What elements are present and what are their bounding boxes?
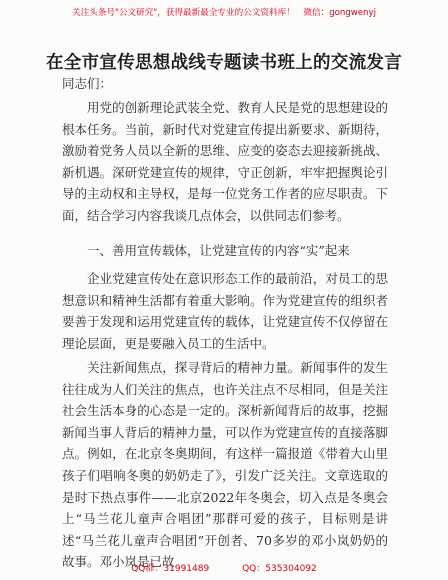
qq-group-2: QQ：535304092 — [242, 564, 317, 574]
intro-paragraph: 用党的创新理论武装全党、教育人民是党的思想建设的根本任务。当前，新时代对党建宣传提出新要求、新期待，激励着党务人员以全新的思维、应变的姿态去迎接新挑战、新机遇。深研党建宣传的规律，守正创新，牢牢把握舆论引导的主动权和主导权，是每一位党务工作者的应尽职责。下面，结合学习内容我谈几点体会，以供同志们参考。 — [62, 100, 388, 223]
section-heading: 一、善用宣传载体，让党建宣传的内容“实”起来 — [87, 243, 350, 258]
section1-paragraph: 企业党建宣传处在意识形态工作的最前沿，对员工的思想意识和精神生活都有着重大影响。作为党建宣传的组织者要善于发现和运用党建宣传的载体，让党建宣传不仅停留在理论层面，更是要融入员工的生活中。 — [62, 271, 388, 351]
footer-contact — [0, 560, 448, 580]
salutation: 同志们： — [62, 76, 113, 91]
news-paragraph: 关注新闻焦点，探寻背后的精神力量。新闻事件的发生往往成为人们关注的焦点，也许关注点不尽相同，但是关注社会生活本身的心态是一定的。深析新闻背后的故事，挖掘新闻当事人背后的精神力量，可以作为党建宣传的直接落脚点。例如，在北京冬奥期间，有这样一篇报道《带着大山里孩子们唱响冬奥的奶奶走了》，引发广泛关注。文章选取的是时下热点事件——北京2022年冬奥会，切入点是冬奥会上“马兰花儿童声合唱团”那群可爱的孩子，目标则是讲述“马兰花儿童声合唱团”开创者、70多岁的邓小岚奶奶的故事。邓小岚是已故 — [62, 360, 388, 570]
header-banner: 关注头条号"公文研究"，获得最新最全专业的公文资料库！ 微信：gongwenyj — [72, 8, 376, 18]
document-title: 在全市宣传思想战线专题读书班上的交流发言 — [46, 53, 402, 73]
qq-group-1: QQ群：31991489 — [131, 564, 210, 574]
